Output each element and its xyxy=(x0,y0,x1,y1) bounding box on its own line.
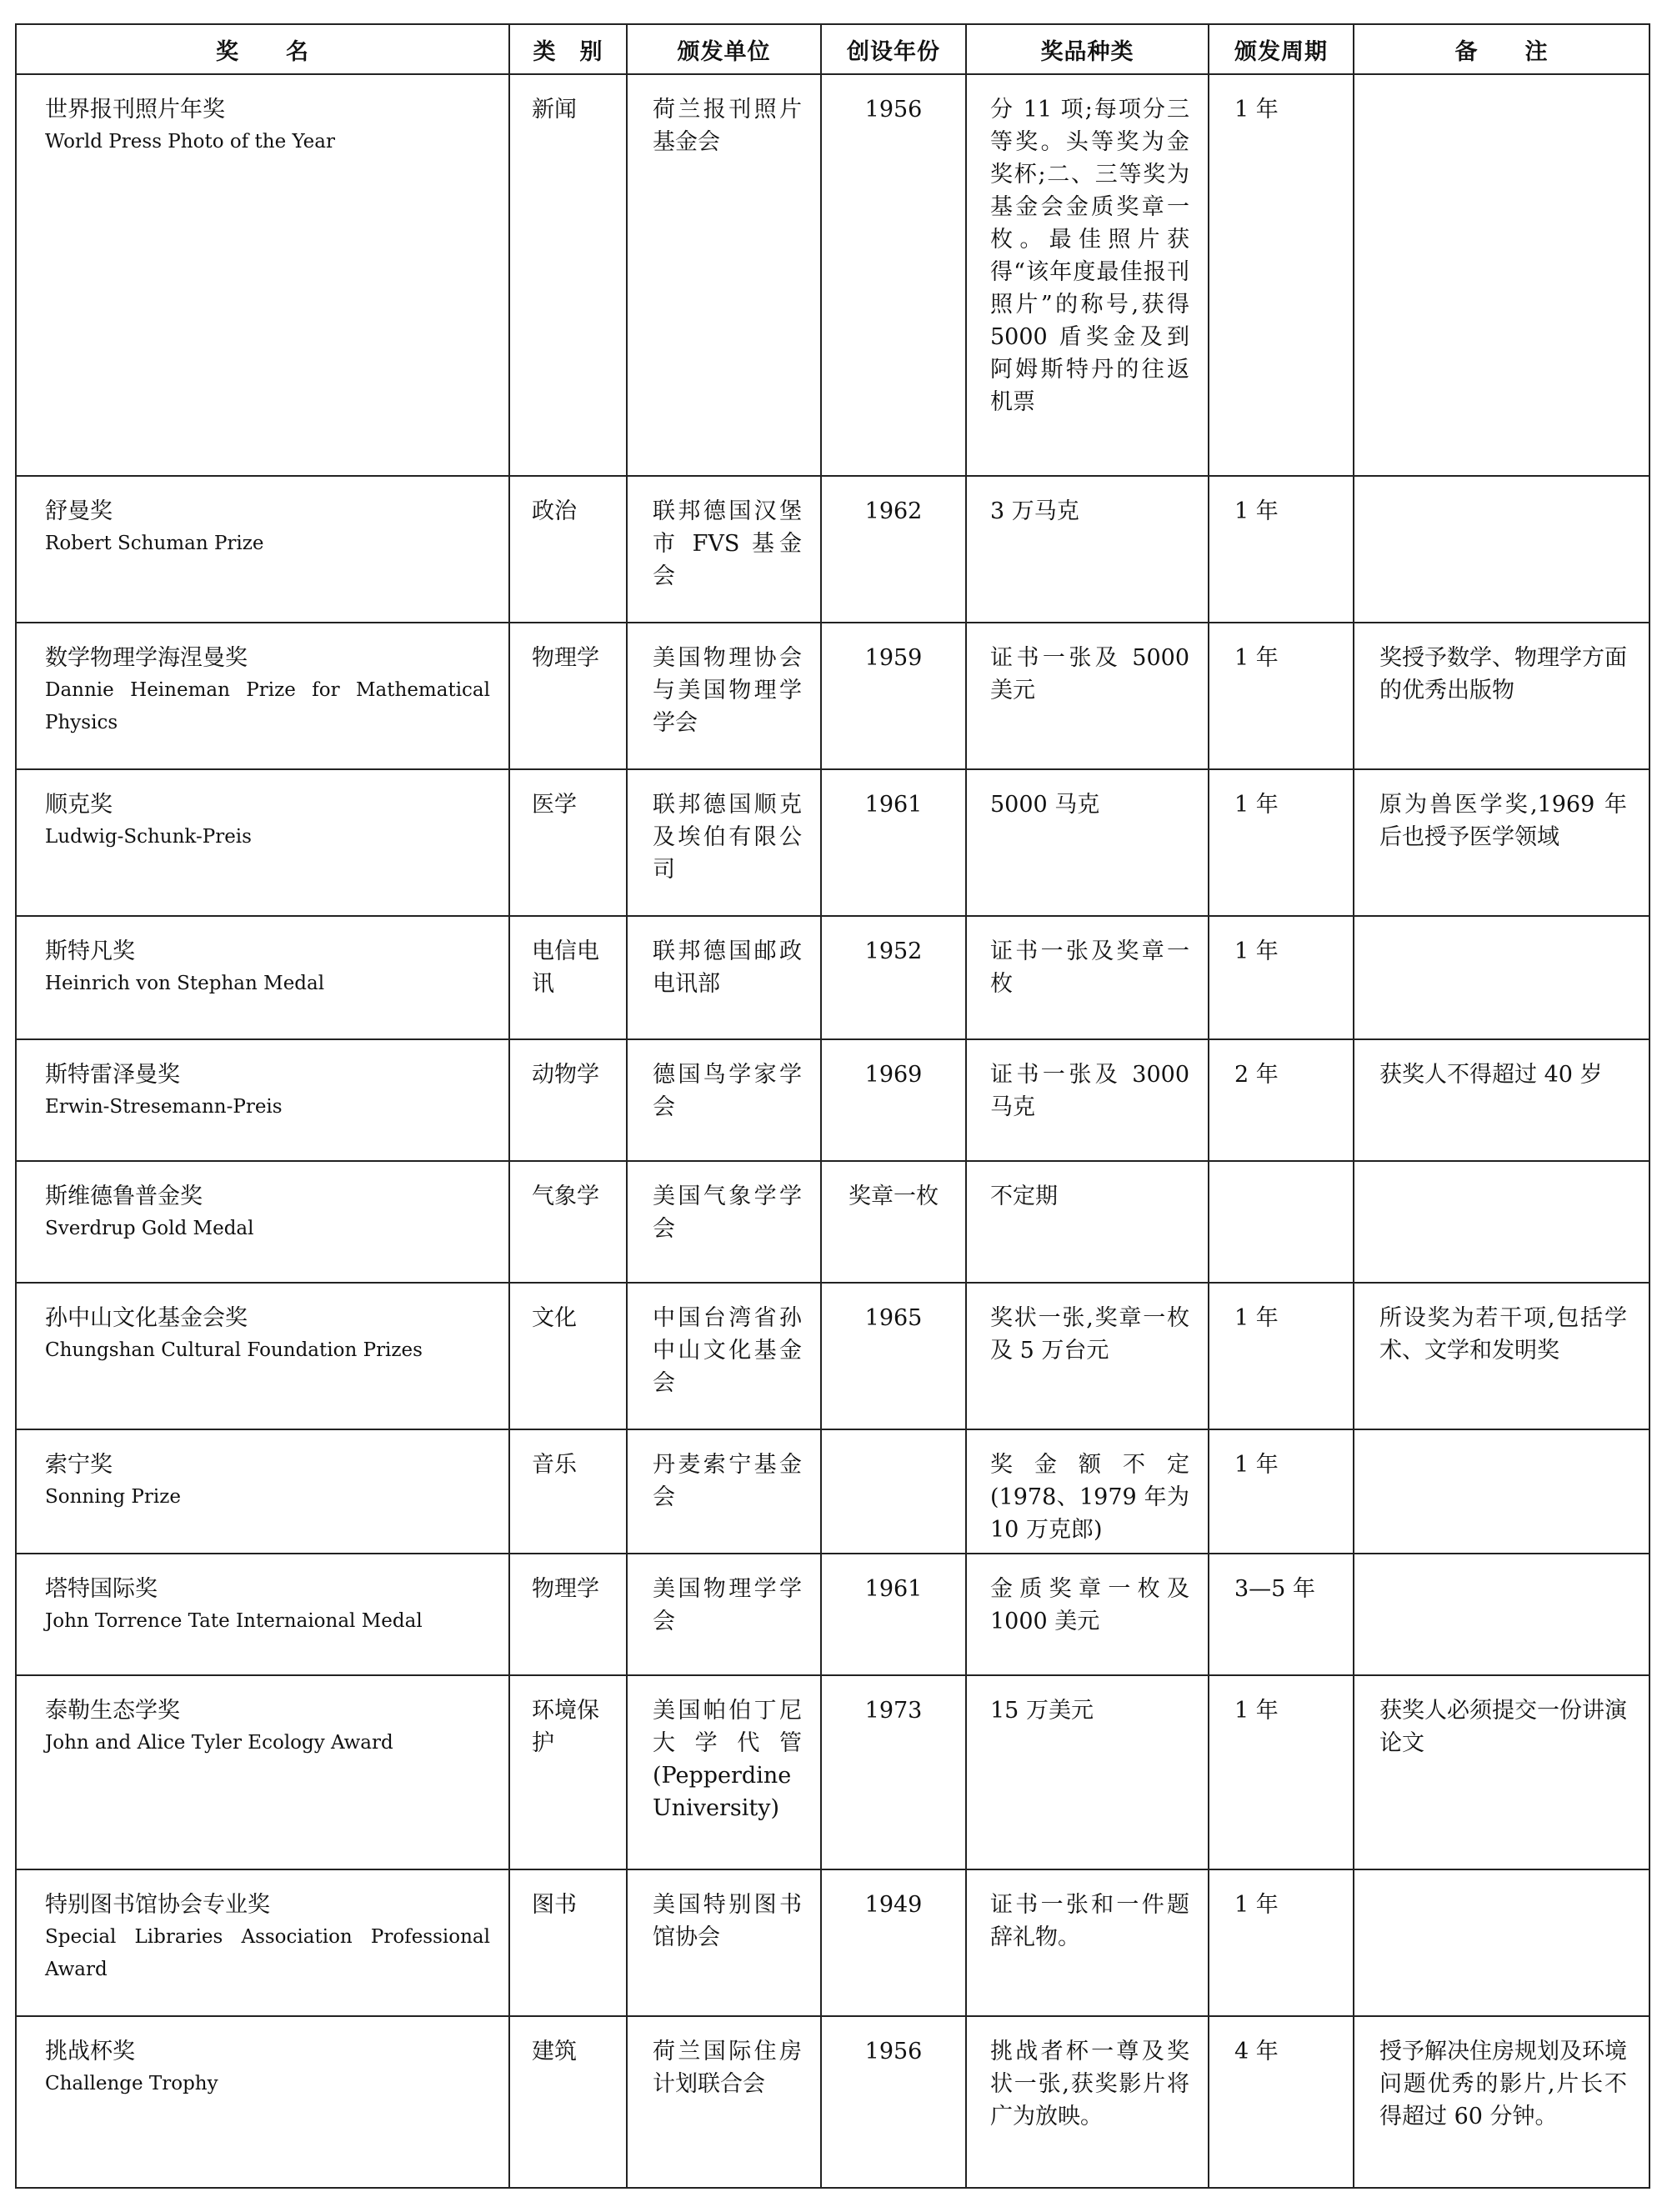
award-name-cell xyxy=(16,1869,509,2016)
founded-year-cell: 1949 xyxy=(864,1892,923,1918)
founded-year-cell: 1956 xyxy=(864,97,923,123)
issuing-org-cell: 美国物理协会与美国物理学学会 xyxy=(653,645,802,736)
cycle-cell: 1 年 xyxy=(1234,938,1279,964)
award-name-zh: 泰勒生态学奖 xyxy=(45,1698,180,1724)
table-row xyxy=(16,1554,1649,1675)
issuing-org-cell: 荷兰国际住房计划联合会 xyxy=(653,2039,802,2097)
award-name-cell xyxy=(16,769,509,916)
award-name-zh: 孙中山文化基金会奖 xyxy=(45,1305,248,1331)
issuing-org-cell: 美国气象学学会 xyxy=(653,1184,802,1242)
table-row xyxy=(16,1869,1649,2016)
category-cell: 音乐 xyxy=(532,1452,577,1478)
prize-type-cell: 证书一张及 3000 马克 xyxy=(990,1062,1189,1120)
award-name-cell xyxy=(16,1283,509,1429)
prize-type-cell: 3 万马克 xyxy=(990,498,1079,524)
prize-type-cell: 挑战者杯一尊及奖状一张,获奖影片将广为放映。 xyxy=(990,2039,1189,2129)
header-cycle: 颁发周期 xyxy=(1209,24,1354,74)
issuing-org-cell: 美国帕伯丁尼大学代管(Pepperdine University) xyxy=(653,1698,802,1821)
notes-cell: 奖授予数学、物理学方面的优秀出版物 xyxy=(1379,645,1627,703)
category-cell: 物理学 xyxy=(532,645,599,671)
cycle-cell: 1 年 xyxy=(1234,498,1279,524)
award-name-cell xyxy=(16,2016,509,2188)
issuing-org-cell: 荷兰报刊照片基金会 xyxy=(653,97,802,155)
award-name-en: Sverdrup Gold Medal xyxy=(45,1218,254,1239)
award-name-en: John and Alice Tyler Ecology Award xyxy=(45,1732,393,1754)
header-category: 类 别 xyxy=(509,24,627,74)
table-row xyxy=(16,1675,1649,1869)
table-row xyxy=(16,916,1649,1039)
table-row xyxy=(16,1283,1649,1429)
table-row xyxy=(16,2016,1649,2188)
award-name-zh: 索宁奖 xyxy=(45,1452,113,1478)
table-row xyxy=(16,1161,1649,1283)
cycle-cell: 1 年 xyxy=(1234,645,1279,671)
category-cell: 图书 xyxy=(532,1892,577,1918)
category-cell: 气象学 xyxy=(532,1184,599,1209)
prize-type-cell: 证书一张和一件题辞礼物。 xyxy=(990,1892,1189,1950)
award-name-en: John Torrence Tate Internaional Medal xyxy=(45,1610,423,1632)
cycle-cell: 3—5 年 xyxy=(1234,1576,1315,1602)
prize-type-cell: 金质奖章一枚及 1000 美元 xyxy=(990,1576,1189,1634)
issuing-org-cell: 联邦德国汉堡市 FVS 基金会 xyxy=(653,498,802,589)
award-name-cell xyxy=(16,1429,509,1554)
award-name-cell xyxy=(16,916,509,1039)
header-founded-year: 创设年份 xyxy=(821,24,966,74)
awards-table xyxy=(15,23,1650,2189)
notes-cell: 原为兽医学奖,1969 年后也授予医学领域 xyxy=(1379,792,1627,850)
issuing-org-cell: 美国特别图书馆协会 xyxy=(653,1892,802,1950)
award-name-zh: 斯特凡奖 xyxy=(45,938,135,964)
prize-type-cell: 奖状一张,奖章一枚及 5 万台元 xyxy=(990,1305,1189,1364)
award-name-en: Heinrich von Stephan Medal xyxy=(45,973,325,994)
founded-year-cell: 1952 xyxy=(864,938,923,964)
prize-type-cell: 15 万美元 xyxy=(990,1698,1094,1724)
award-name-cell xyxy=(16,1161,509,1283)
award-name-en: Robert Schuman Prize xyxy=(45,533,264,554)
award-name-en: Dannie Heineman Prize for Mathematical Physics xyxy=(45,679,490,733)
issuing-org-cell: 美国物理学学会 xyxy=(653,1576,802,1634)
cycle-cell: 2 年 xyxy=(1234,1062,1279,1088)
award-name-zh: 特别图书馆协会专业奖 xyxy=(45,1892,270,1918)
award-name-en: Sonning Prize xyxy=(45,1486,181,1508)
table-row xyxy=(16,476,1649,623)
founded-year-cell: 1973 xyxy=(864,1698,923,1724)
cycle-cell: 1 年 xyxy=(1234,1698,1279,1724)
award-name-zh: 塔特国际奖 xyxy=(45,1576,158,1602)
award-name-cell xyxy=(16,74,509,476)
prize-type-cell: 奖金额不定(1978、1979 年为 10 万克郎) xyxy=(990,1452,1189,1543)
cycle-cell: 1 年 xyxy=(1234,97,1279,123)
award-document xyxy=(15,23,1649,2189)
category-cell: 政治 xyxy=(532,498,577,524)
category-cell: 文化 xyxy=(532,1305,577,1331)
cycle-cell: 1 年 xyxy=(1234,1305,1279,1331)
prize-type-cell: 证书一张及 5000 美元 xyxy=(990,645,1189,703)
award-name-zh: 舒曼奖 xyxy=(45,498,113,524)
award-name-cell xyxy=(16,1039,509,1161)
issuing-org-cell: 联邦德国顺克及埃伯有限公司 xyxy=(653,792,802,883)
prize-type-cell: 不定期 xyxy=(990,1184,1058,1209)
award-name-cell xyxy=(16,1675,509,1869)
table-row xyxy=(16,74,1649,476)
header-award-name: 奖 名 xyxy=(16,24,509,74)
issuing-org-cell: 德国鸟学家学会 xyxy=(653,1062,802,1120)
category-cell: 建筑 xyxy=(532,2039,577,2064)
founded-year-cell: 1959 xyxy=(864,645,923,671)
award-name-en: World Press Photo of the Year xyxy=(45,131,335,153)
header-notes: 备 注 xyxy=(1354,24,1649,74)
notes-cell: 获奖人必须提交一份讲演论文 xyxy=(1379,1698,1627,1756)
table-row xyxy=(16,623,1649,769)
founded-year-cell: 1961 xyxy=(864,1576,923,1602)
cycle-cell: 1 年 xyxy=(1234,792,1279,818)
category-cell: 新闻 xyxy=(532,97,577,123)
prize-type-cell: 分 11 项;每项分三等奖。头等奖为金奖杯;二、三等奖为基金会金质奖章一枚。最佳照片获得“该年度最佳报刊照片”的称号,获得 5000 盾奖金及到阿姆斯特丹的往返机票 xyxy=(990,97,1189,415)
founded-year-cell: 1965 xyxy=(864,1305,923,1331)
header-issuing-org: 颁发单位 xyxy=(627,24,821,74)
notes-cell: 获奖人不得超过 40 岁 xyxy=(1379,1062,1603,1088)
cycle-cell: 1 年 xyxy=(1234,1892,1279,1918)
founded-year-cell: 奖章一枚 xyxy=(849,1184,939,1209)
award-name-cell xyxy=(16,1554,509,1675)
award-name-zh: 世界报刊照片年奖 xyxy=(45,97,225,123)
category-cell: 环境保护 xyxy=(532,1698,599,1756)
header-prize-type: 奖品种类 xyxy=(966,24,1209,74)
issuing-org-cell: 中国台湾省孙中山文化基金会 xyxy=(653,1305,802,1396)
category-cell: 动物学 xyxy=(532,1062,599,1088)
award-name-en: Special Libraries Association Professional Award xyxy=(45,1926,490,1980)
award-name-zh: 数学物理学海涅曼奖 xyxy=(45,645,248,671)
category-cell: 电信电讯 xyxy=(532,938,599,997)
prize-type-cell: 证书一张及奖章一枚 xyxy=(990,938,1189,997)
category-cell: 医学 xyxy=(532,792,577,818)
notes-cell: 所设奖为若干项,包括学术、文学和发明奖 xyxy=(1379,1305,1627,1364)
founded-year-cell: 1961 xyxy=(864,792,923,818)
header-row xyxy=(16,24,1649,74)
category-cell: 物理学 xyxy=(532,1576,599,1602)
award-name-en: Ludwig-Schunk-Preis xyxy=(45,826,252,848)
award-name-zh: 斯特雷泽曼奖 xyxy=(45,1062,180,1088)
cycle-cell: 1 年 xyxy=(1234,1452,1279,1478)
award-name-en: Chungshan Cultural Foundation Prizes xyxy=(45,1339,423,1361)
prize-type-cell: 5000 马克 xyxy=(990,792,1100,818)
founded-year-cell: 1969 xyxy=(864,1062,923,1088)
award-name-zh: 挑战杯奖 xyxy=(45,2039,135,2064)
founded-year-cell: 1956 xyxy=(864,2039,923,2064)
issuing-org-cell: 联邦德国邮政电讯部 xyxy=(653,938,802,997)
table-row xyxy=(16,1429,1649,1554)
award-name-cell xyxy=(16,623,509,769)
table-row xyxy=(16,1039,1649,1161)
award-name-cell xyxy=(16,476,509,623)
award-name-zh: 顺克奖 xyxy=(45,792,113,818)
notes-cell: 授予解决住房规划及环境问题优秀的影片,片长不得超过 60 分钟。 xyxy=(1379,2039,1627,2129)
founded-year-cell: 1962 xyxy=(864,498,923,524)
award-name-en: Erwin-Stresemann-Preis xyxy=(45,1096,283,1118)
award-name-en: Challenge Trophy xyxy=(45,2073,218,2094)
issuing-org-cell: 丹麦索宁基金会 xyxy=(653,1452,802,1510)
table-row xyxy=(16,769,1649,916)
cycle-cell: 4 年 xyxy=(1234,2039,1279,2064)
award-name-zh: 斯维德鲁普金奖 xyxy=(45,1184,203,1209)
